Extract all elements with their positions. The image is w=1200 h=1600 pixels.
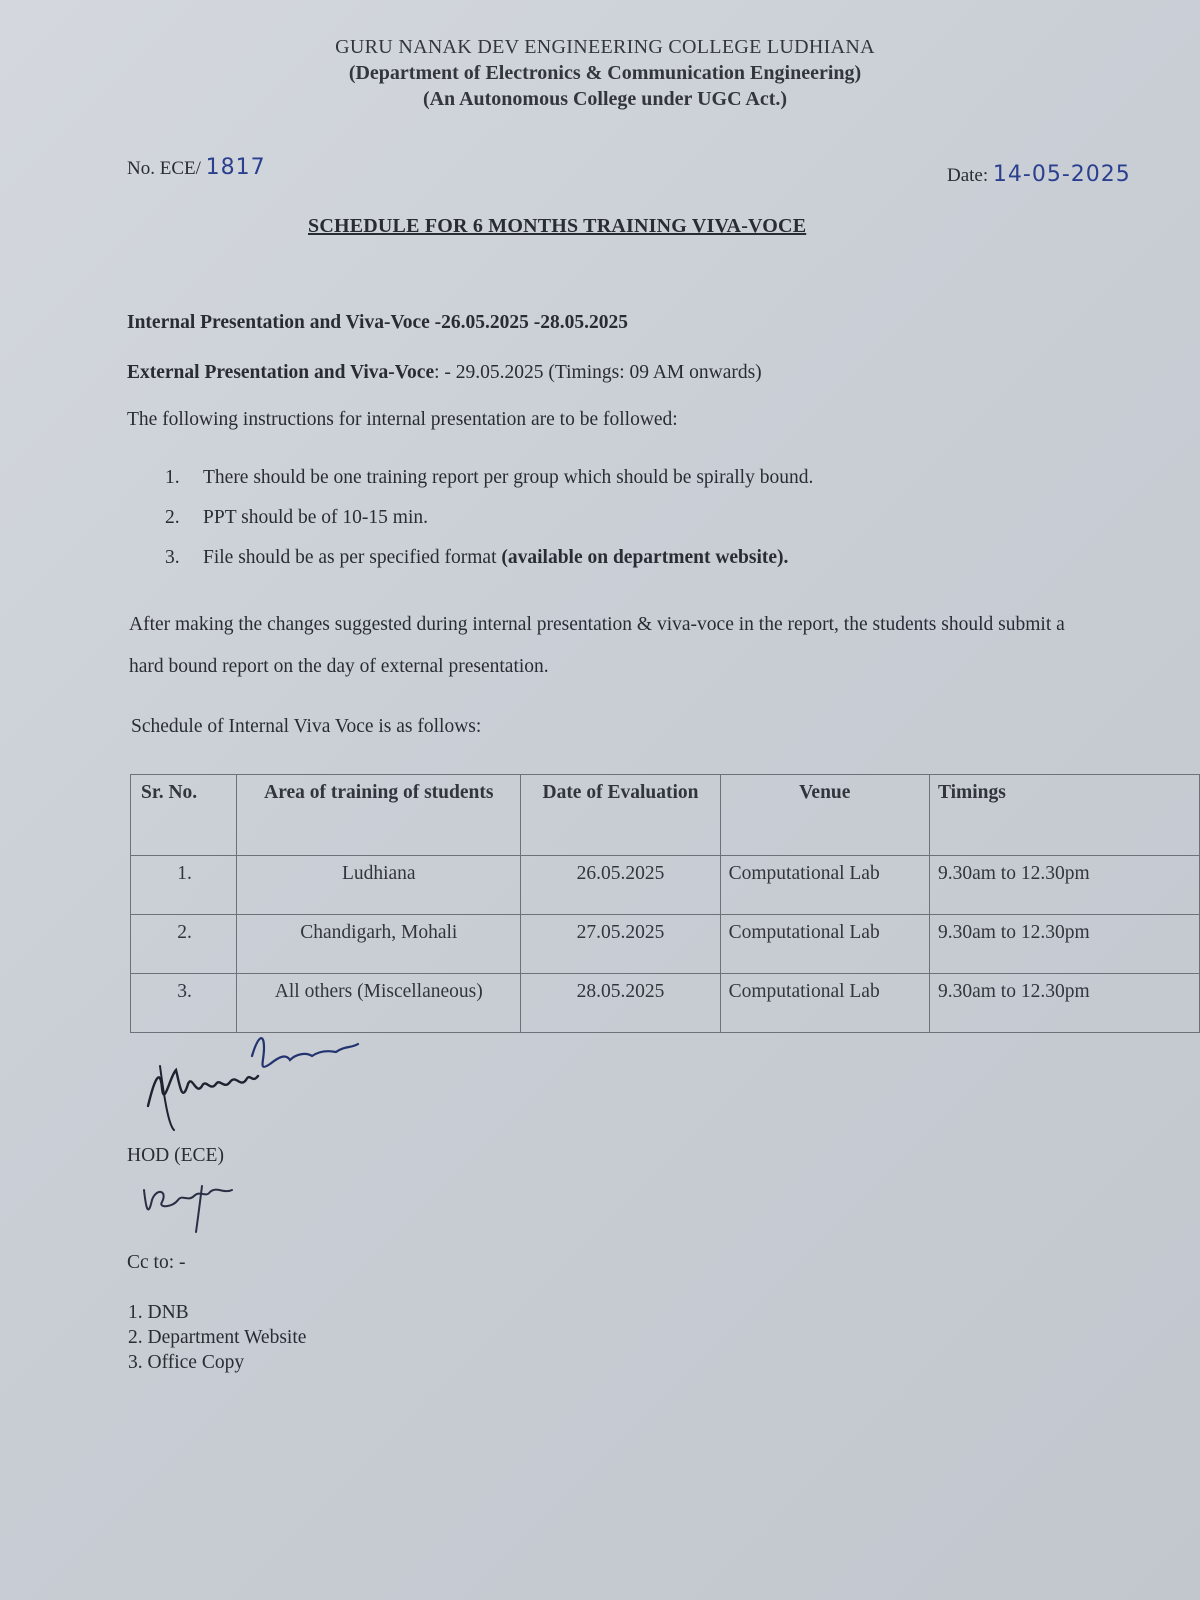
header-timings: Timings <box>929 775 1199 856</box>
header-area: Area of training of students <box>237 775 521 856</box>
cell-date: 28.05.2025 <box>521 974 720 1033</box>
list-item: 3. File should be as per specified format (available on department website). <box>165 547 789 568</box>
cell-sr-no: 2. <box>131 915 237 974</box>
cell-area: Chandigarh, Mohali <box>237 915 521 974</box>
list-item: 1. There should be one training report per group which should be spirally bound. <box>165 467 814 488</box>
cell-timings: 9.30am to 12.30pm <box>929 974 1199 1033</box>
date-label: Date: <box>947 165 989 186</box>
table-row <box>131 915 1200 974</box>
external-details: : - 29.05.2025 (Timings: 09 AM onwards) <box>434 362 762 383</box>
instructions-list <box>165 458 813 578</box>
reference-number <box>127 155 266 180</box>
instructions-intro: The following instructions for internal presentation are to be followed: <box>127 409 678 430</box>
cell-timings: 9.30am to 12.30pm <box>929 856 1199 915</box>
cc-label: Cc to: - <box>127 1252 186 1273</box>
initials-signature-icon <box>138 1178 238 1238</box>
cell-date: 26.05.2025 <box>521 856 720 915</box>
reference-label: No. ECE/ <box>127 158 201 179</box>
internal-dates: -26.05.2025 -28.05.2025 <box>434 312 629 333</box>
college-name: GURU NANAK DEV ENGINEERING COLLEGE LUDHIANA <box>335 36 875 58</box>
list-item: 2. Department Website <box>128 1327 307 1348</box>
document-date <box>947 162 1131 187</box>
cell-sr-no: 3. <box>131 974 237 1033</box>
cell-timings: 9.30am to 12.30pm <box>929 915 1199 974</box>
schedule-table <box>130 774 1200 1033</box>
cell-venue: Computational Lab <box>720 856 929 915</box>
table-row <box>131 856 1200 915</box>
cc-list <box>128 1300 306 1375</box>
table-header-row <box>131 775 1200 856</box>
list-item: 2. PPT should be of 10-15 min. <box>165 507 428 528</box>
autonomy-note: (An Autonomous College under UGC Act.) <box>422 88 788 110</box>
header-venue: Venue <box>720 775 929 856</box>
department-name: (Department of Electronics & Communication Engineering) <box>348 62 862 84</box>
list-item: 1. DNB <box>128 1302 189 1323</box>
header-date: Date of Evaluation <box>521 775 720 856</box>
cell-area: Ludhiana <box>237 856 521 915</box>
cell-date: 27.05.2025 <box>521 915 720 974</box>
external-label: External Presentation and Viva-Voce <box>127 362 435 383</box>
cell-venue: Computational Lab <box>720 974 929 1033</box>
date-handwritten-value: 14-05-2025 <box>992 162 1131 187</box>
cell-venue: Computational Lab <box>720 915 929 974</box>
list-item: 3. Office Copy <box>128 1352 245 1373</box>
header-sr-no: Sr. No. <box>131 775 237 856</box>
document-title: SCHEDULE FOR 6 MONTHS TRAINING VIVA-VOCE <box>308 215 807 237</box>
cell-area: All others (Miscellaneous) <box>237 974 521 1033</box>
internal-label: Internal Presentation and Viva-Voce <box>127 312 430 333</box>
internal-presentation-line <box>127 312 628 334</box>
schedule-label: Schedule of Internal Viva Voce is as follows: <box>131 716 482 737</box>
submission-paragraph: After making the changes suggested during internal presentation & viva-voce in the report, the students should submit a hard bound report on the day of external presentation. <box>129 614 1065 677</box>
letterhead <box>0 34 1200 112</box>
table-row <box>131 974 1200 1033</box>
external-presentation-line <box>127 362 762 384</box>
cell-sr-no: 1. <box>131 856 237 915</box>
reference-handwritten-number: 1817 <box>205 155 266 180</box>
hod-signature-icon <box>140 1026 380 1136</box>
hod-designation: HOD (ECE) <box>127 1145 224 1166</box>
